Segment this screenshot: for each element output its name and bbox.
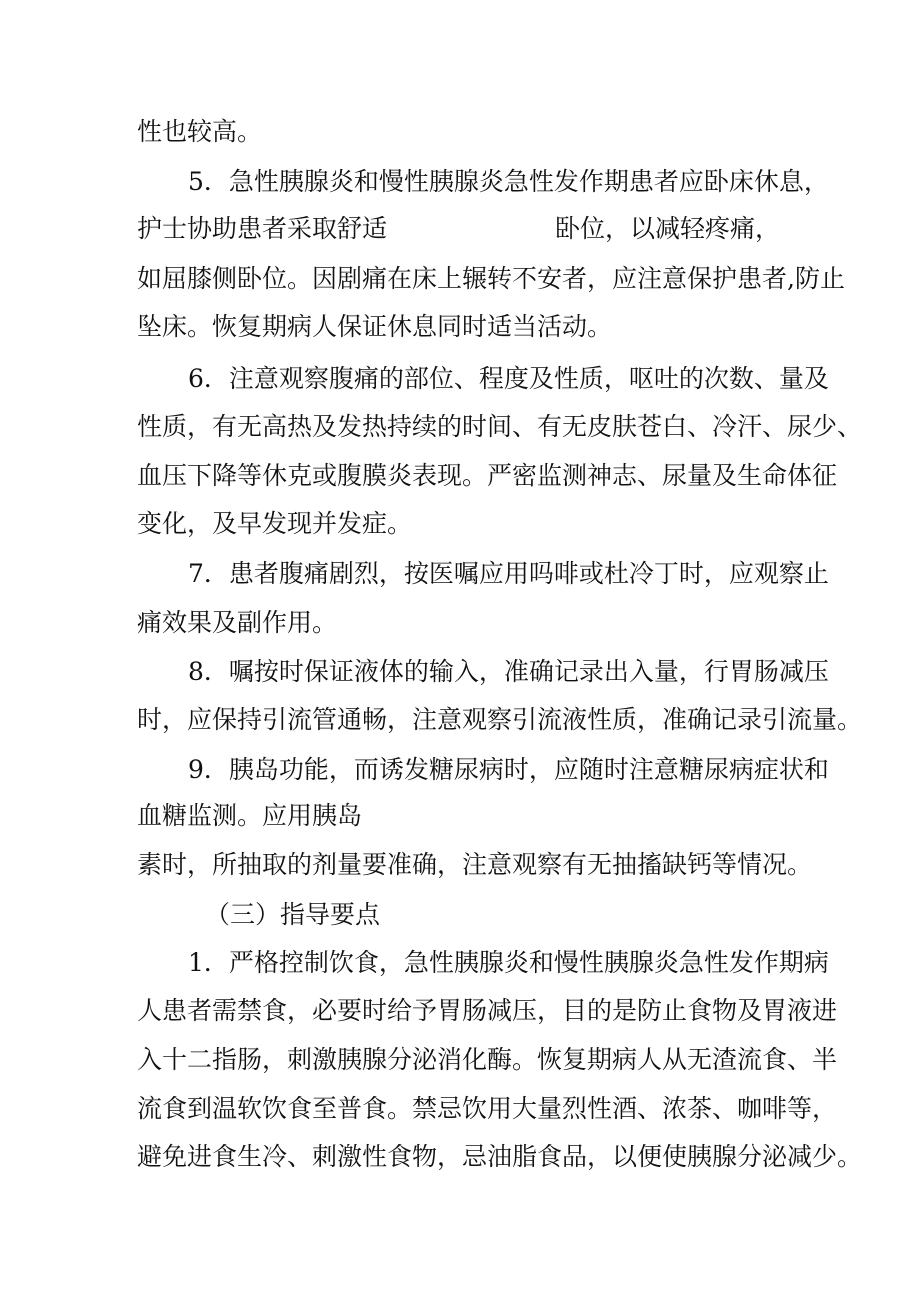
- text-line: 8．嘱按时保证液体的输入，准确记录出入量，行胃肠减压: [188, 657, 829, 686]
- section-heading: （三）指导要点: [205, 900, 381, 929]
- text-line: 7．患者腹痛剧烈，按医嘱应用吗啡或杜冷丁时，应观察止: [188, 559, 829, 588]
- text-line: 变化，及早发现并发症。: [137, 509, 413, 538]
- text-line: 素时，所抽取的剂量要准确，注意观察有无抽搐缺钙等情况。: [137, 850, 813, 879]
- text-line: 坠床。恢复期病人保证休息同时适当活动。: [137, 312, 613, 341]
- text-line: 1．严格控制饮食，急性胰腺炎和慢性胰腺炎急性发作期病: [188, 948, 829, 977]
- text-line: 6．注意观察腹痛的部位、程度及性质，呕吐的次数、量及: [188, 364, 829, 393]
- text-line: 性质，有无高热及发热持续的时间、有无皮肤苍白、冷汗、尿少、: [137, 412, 863, 441]
- text-line: 卧位，以减轻疼痛，: [555, 214, 781, 243]
- text-line: 血压下降等休克或腹膜炎表现。严密监测神志、尿量及生命体征: [137, 461, 838, 490]
- text-line: 痛效果及副作用。: [137, 608, 338, 637]
- text-line: 人患者需禁食，必要时给予胃肠减压，目的是防止食物及胃液进: [137, 996, 838, 1025]
- text-line: 入十二指肠，刺激胰腺分泌消化酶。恢复期病人从无渣流食、半: [137, 1045, 838, 1074]
- text-line: 时，应保持引流管通畅，注意观察引流液性质，准确记录引流量。: [137, 705, 863, 734]
- text-line: 9．胰岛功能，而诱发糖尿病时，应随时注意糖尿病症状和: [188, 755, 829, 784]
- text-line: 血糖监测。应用胰岛: [137, 801, 363, 830]
- text-line: 如屈膝侧卧位。因剧痛在床上辗转不安者，应注意保护患者,防止: [137, 264, 845, 293]
- text-line: 护士协助患者采取舒适: [137, 214, 388, 243]
- text-line: 避免进食生冷、刺激性食物，忌油脂食品，以便使胰腺分泌减少。: [137, 1142, 863, 1171]
- text-line: 5．急性胰腺炎和慢性胰腺炎急性发作期患者应卧床休息，: [188, 167, 829, 196]
- text-line: 性也较高。: [137, 117, 263, 146]
- text-line: 流食到温软饮食至普食。禁忌饮用大量烈性酒、浓茶、咖啡等，: [137, 1094, 838, 1123]
